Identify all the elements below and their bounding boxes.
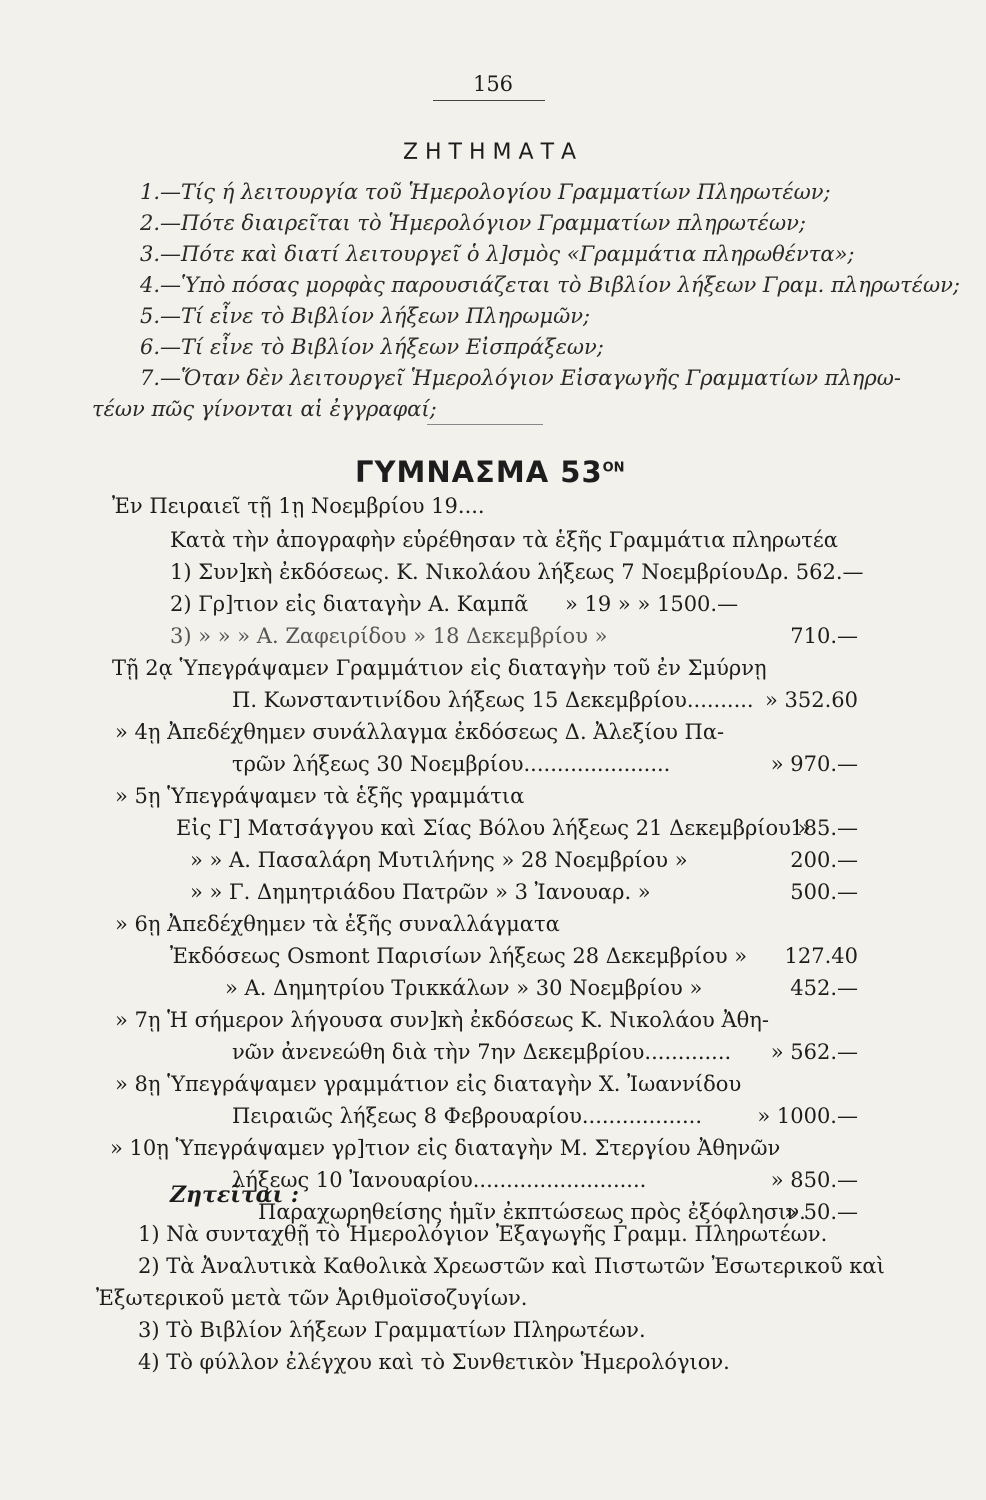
question-item: τέων πῶς γίνονται αἱ ἐγγραφαί; [92, 397, 437, 421]
journal-line: » 6ῃ Ἀπεδέχθημεν τὰ ἑξῆς συναλλάγματα [115, 912, 560, 936]
question-item: 6.—Τί εἶνε τὸ Βιβλίον λήξεων Εἰσπράξεων; [140, 335, 604, 359]
journal-line: Ἐκδόσεως Osmont Παρισίων λήξεως 28 Δεκεμβρίου » [170, 944, 748, 968]
journal-amount: 185.— [790, 816, 858, 840]
journal-line: Π. Κωνσταντινίδου λήξεως 15 Δεκεμβρίου.......... [232, 688, 754, 712]
question-item: 3.—Πότε καὶ διατί λειτουργεῖ ὁ λ]σμὸς «Γραμμάτια πληρωθέντα»; [140, 242, 855, 266]
exercise-superscript: ΟΝ [602, 460, 625, 476]
journal-line: νῶν ἀνενεώθη διὰ τὴν 7ην Δεκεμβρίου............. [232, 1040, 732, 1064]
journal-amount: » 352.60 [764, 688, 858, 712]
question-item: 5.—Τί εἶνε τὸ Βιβλίον λήξεων Πληρωμῶν; [140, 304, 591, 328]
journal-line: » 8ῃ Ὑπεγράψαμεν γραμμάτιον εἰς διαταγὴν Χ. Ἰωαννίδου [115, 1072, 742, 1096]
journal-line: Πειραιῶς λήξεως 8 Φεβρουαρίου.................. [232, 1104, 702, 1128]
question-item: 1.—Τίς ή λειτουργία τοῦ Ἡμερολογίου Γραμματίων Πληρωτέων; [140, 180, 831, 204]
journal-line: » 10ῃ Ὑπεγράψαμεν γρ]τιον εἰς διαταγὴν Μ. Στεργίου Ἀθηνῶν [110, 1136, 781, 1160]
requested-item: 4) Τὸ φύλλον ἐλέγχου καὶ τὸ Συνθετικὸν Ἡμερολόγιον. [138, 1350, 730, 1374]
journal-line: » » Α. Πασαλάρη Μυτιλήνης » 28 Νοεμβρίου » [190, 848, 688, 872]
journal-amount: 127.40 [784, 944, 858, 968]
journal-amount: » 1000.— [757, 1104, 858, 1128]
journal-line: » » Γ. Δημητριάδου Πατρῶν » 3 Ἰανουαρ. » [190, 880, 651, 904]
journal-amount: 500.— [790, 880, 858, 904]
requested-heading: Ζητεῖται : [170, 1182, 300, 1208]
requested-item: Ἐξωτερικοῦ μετὰ τῶν Ἀριθμοϊσοζυγίων. [96, 1286, 528, 1310]
questions-heading: ΖΗΤΗΜΑΤΑ [402, 140, 584, 165]
journal-amount: » 562.— [770, 1040, 858, 1064]
journal-amount: » 850.— [770, 1168, 858, 1192]
journal-line: Τῇ 2ᾳ Ὑπεγράψαμεν Γραμμάτιον εἰς διαταγὴν τοῦ ἐν Σμύρνῃ [112, 656, 767, 680]
journal-line: » 4ῃ Ἀπεδέχθημεν συνάλλαγμα ἐκδόσεως Δ. Ἀλεξίου Πα- [115, 720, 725, 744]
page-number: 156 [472, 72, 514, 96]
journal-line: » 5ῃ Ὑπεγράψαμεν τὰ ἑξῆς γραμμάτια [115, 784, 525, 808]
journal-line: τρῶν λήξεως 30 Νοεμβρίου...................... [232, 752, 671, 776]
requested-item: 1) Νὰ συνταχθῇ τὸ Ἡμερολόγιον Ἐξαγωγῆς Γραμμ. Πληρωτέων. [138, 1222, 828, 1246]
journal-amount: » 970.— [770, 752, 858, 776]
journal-line: » Α. Δημητρίου Τρικκάλων » 30 Νοεμβρίου » [225, 976, 703, 1000]
journal-line: 3) » » » Α. Ζαφειρίδου » 18 Δεκεμβρίου » [170, 624, 608, 648]
journal-line: λήξεως 10 Ἰανουαρίου.......................... [232, 1168, 647, 1192]
journal-line: Παραχωρηθείσης ἡμῖν ἐκπτώσεως πρὸς ἐξόφλησιν. [258, 1200, 806, 1224]
journal-line: Κατὰ τὴν ἀπογραφὴν εὑρέθησαν τὰ ἑξῆς Γραμμάτια πληρωτέα [170, 528, 838, 552]
question-item: 4.—Ὑπὸ πόσας μορφὰς παρουσιάζεται τὸ Βιβλίον λήξεων Γραμ. πληρωτέων; [140, 273, 960, 297]
requested-item: 3) Τὸ Βιβλίον λήξεων Γραμματίων Πληρωτέων. [138, 1318, 646, 1342]
question-item: 2.—Πότε διαιρεῖται τὸ Ἡμερολόγιον Γραμματίων πληρωτέων; [140, 211, 806, 235]
exercise-title: ΓΥΜΝΑΣΜΑ 53 [355, 455, 603, 489]
exercise-heading [355, 455, 625, 489]
journal-line: 1) Συν]κὴ ἐκδόσεως. Κ. Νικολάου λήξεως 7 ΝοεμβρίουΔρ. 562.— [170, 560, 864, 584]
journal-line: 2) Γρ]τιον εἰς διαταγὴν Α. Καμπᾶ [170, 592, 529, 616]
section-divider [427, 424, 543, 425]
page-number-rule [433, 100, 545, 101]
journal-amount: » 19 » » 1500.— [565, 592, 739, 616]
journal-amount: 200.— [790, 848, 858, 872]
journal-line: Εἰς Γ] Ματσάγγου καὶ Σίας Βόλου λήξεως 21 Δεκεμβρίου » [176, 816, 811, 840]
journal-amount: 710.— [790, 624, 858, 648]
journal-line: Ἐν Πειραιεῖ τῇ 1ῃ Νοεμβρίου 19.... [112, 494, 485, 518]
journal-amount: » 50.— [784, 1200, 858, 1224]
requested-item: 2) Τὰ Ἀναλυτικὰ Καθολικὰ Χρεωστῶν καὶ Πιστωτῶν Ἐσωτερικοῦ καὶ [138, 1254, 885, 1278]
journal-amount: 452.— [790, 976, 858, 1000]
journal-line: » 7ῃ Ἡ σήμερον λήγουσα συν]κὴ ἐκδόσεως Κ. Νικολάου Ἀθη- [115, 1008, 769, 1032]
question-item: 7.—Ὅταν δὲν λειτουργεῖ Ἡμερολόγιον Εἰσαγωγῆς Γραμματίων πληρω- [140, 366, 901, 390]
